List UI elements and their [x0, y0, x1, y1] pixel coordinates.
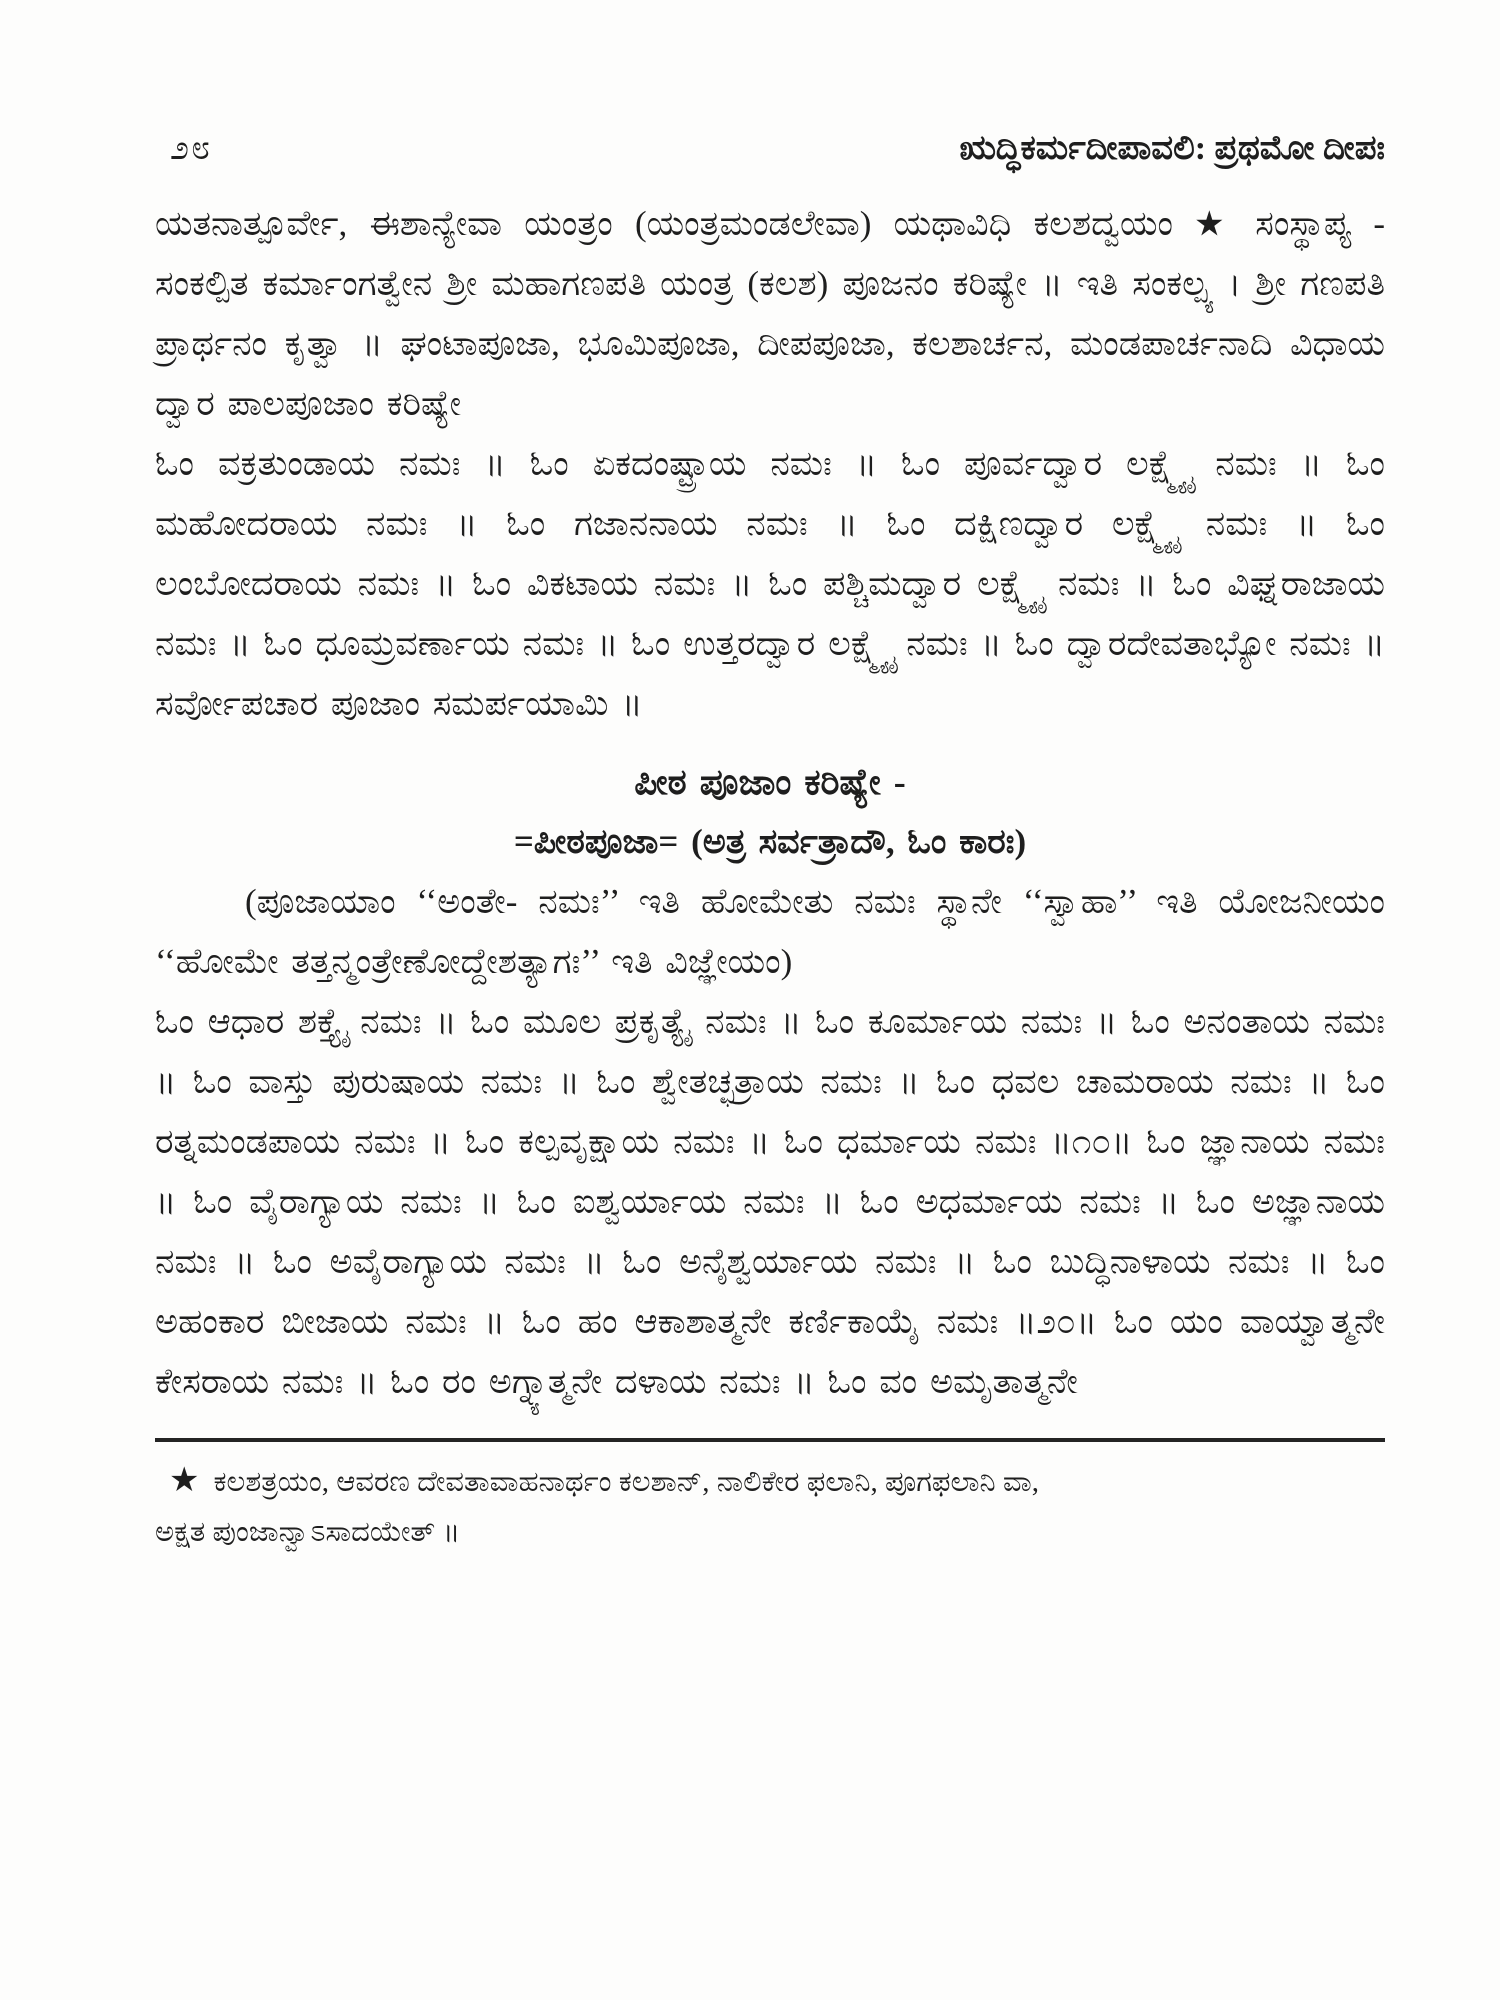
footnote-line2: ಅಕ್ಷತ ಪುಂಜಾನ್ವಾಽಸಾದಯೇತ್ ॥ [155, 1516, 461, 1548]
page-header [155, 130, 1385, 168]
section-subheading-pithapuja: =ಪೀಠಪೂಜಾ= (ಅತ್ರ ಸರ್ವತ್ರಾದೌ, ಓಂ ಕಾರಃ) [513, 822, 1027, 861]
page-body [155, 194, 1385, 1412]
footnote [155, 1456, 1385, 1557]
footnote-divider [155, 1438, 1385, 1442]
star-icon: ★ [169, 1462, 200, 1499]
running-title: ಋದ್ಧಿಕರ್ಮದೀಪಾವಲಿ: ಪ್ರಥಮೋ ದೀಪಃ [959, 130, 1385, 167]
page-number: ೨೮ [170, 130, 213, 167]
section-heading-pitha-puja: ಪೀಠ ಪೂಜಾಂ ಕರಿಷ್ಯೇ - [634, 762, 906, 802]
paragraph-usage-note: (ಪೂಜಾಯಾಂ ‘‘ಅಂತೇ- ನಮಃ’’ ಇತಿ ಹೋಮೇತು ನಮಃ ಸ್ಥಾನೇ ‘‘ಸ್ವಾಹಾ’’ ಇತಿ ಯೋಜನೀಯಂ ‘‘ಹೋಮೇ ತತ್ತನ್ಮಂತ್ರೇಣೋದ್ದೇಶತ್ಯಾಗಃ’’ ಇತಿ ವಿಜ್ಞೇಯಂ) [155, 882, 1385, 981]
paragraph-yantra-sthapana: ಯತನಾತ್ಪೂರ್ವೇ, ಈಶಾನ್ಯೇವಾ ಯಂತ್ರಂ (ಯಂತ್ರಮಂಡಲೇವಾ) ಯಥಾವಿಧಿ ಕಲಶದ್ವಯಂ ★ ಸಂಸ್ಥಾಪ್ಯ - ಸಂಕಲ್ಪಿತ ಕರ್ಮಾಂಗತ್ವೇನ ಶ್ರೀ ಮಹಾಗಣಪತಿ ಯಂತ್ರ (ಕಲಶ) ಪೂಜನಂ ಕರಿಷ್ಯೇ ॥ ಇತಿ ಸಂಕಲ್ಪ್ಯ । ಶ್ರೀ ಗಣಪತಿ ಪ್ರಾರ್ಥನಂ ಕೃತ್ವಾ ॥ ಘಂಟಾಪೂಜಾ, ಭೂಮಿಪೂಜಾ, ದೀಪಪೂಜಾ, ಕಲಶಾರ್ಚನ, ಮಂಡಪಾರ್ಚನಾದಿ ವಿಧಾಯ ದ್ವಾರ ಪಾಲಪೂಜಾಂ ಕರಿಷ್ಯೇ [155, 204, 1385, 423]
footnote-line1: ಕಲಶತ್ರಯಂ, ಆವರಣ ದೇವತಾವಾಹನಾರ್ಥಂ ಕಲಶಾನ್, ನಾಲಿಕೇರ ಫಲಾನಿ, ಪೂಗಫಲಾನಿ ವಾ, [213, 1466, 1039, 1498]
paragraph-dvarapala-mantras: ಓಂ ವಕ್ರತುಂಡಾಯ ನಮಃ ॥ ಓಂ ಏಕದಂಷ್ಟ್ರಾಯ ನಮಃ ॥ ಓಂ ಪೂರ್ವದ್ವಾರ ಲಕ್ಷ್ಮ್ಯೈ ನಮಃ ॥ ಓಂ ಮಹೋದರಾಯ ನಮಃ ॥ ಓಂ ಗಜಾನನಾಯ ನಮಃ ॥ ಓಂ ದಕ್ಷಿಣದ್ವಾರ ಲಕ್ಷ್ಮ್ಯೈ ನಮಃ ॥ ಓಂ ಲಂಬೋದರಾಯ ನಮಃ ॥ ಓಂ ವಿಕಟಾಯ ನಮಃ ॥ ಓಂ ಪಶ್ಚಿಮದ್ವಾರ ಲಕ್ಷ್ಮ್ಯೈ ನಮಃ ॥ ಓಂ ವಿಘ್ನರಾಜಾಯ ನಮಃ ॥ ಓಂ ಧೂಮ್ರವರ್ಣಾಯ ನಮಃ ॥ ಓಂ ಉತ್ತರದ್ವಾರ ಲಕ್ಷ್ಮ್ಯೈ ನಮಃ ॥ ಓಂ ದ್ವಾರದೇವತಾಭ್ಯೋ ನಮಃ ॥ ಸರ್ವೋಪಚಾರ ಪೂಜಾಂ ಸಮರ್ಪಯಾಮಿ ॥ [155, 444, 1385, 723]
paragraph-pithapuja-mantras: ಓಂ ಆಧಾರ ಶಕ್ತ್ಯೈ ನಮಃ ॥ ಓಂ ಮೂಲ ಪ್ರಕೃತ್ಯೈ ನಮಃ ॥ ಓಂ ಕೂರ್ಮಾಯ ನಮಃ ॥ ಓಂ ಅನಂತಾಯ ನಮಃ ॥ ಓಂ ವಾಸ್ತು ಪುರುಷಾಯ ನಮಃ ॥ ಓಂ ಶ್ವೇತಚ್ಛತ್ರಾಯ ನಮಃ ॥ ಓಂ ಧವಲ ಚಾಮರಾಯ ನಮಃ ॥ ಓಂ ರತ್ನಮಂಡಪಾಯ ನಮಃ ॥ ಓಂ ಕಲ್ಪವೃಕ್ಷಾಯ ನಮಃ ॥ ಓಂ ಧರ್ಮಾಯ ನಮಃ ॥೧೦॥ ಓಂ ಜ್ಞಾನಾಯ ನಮಃ ॥ ಓಂ ವೈರಾಗ್ಯಾಯ ನಮಃ ॥ ಓಂ ಐಶ್ವರ್ಯಾಯ ನಮಃ ॥ ಓಂ ಅಧರ್ಮಾಯ ನಮಃ ॥ ಓಂ ಅಜ್ಞಾನಾಯ ನಮಃ ॥ ಓಂ ಅವೈರಾಗ್ಯಾಯ ನಮಃ ॥ ಓಂ ಅನೈಶ್ವರ್ಯಾಯ ನಮಃ ॥ ಓಂ ಬುದ್ಧಿನಾಳಾಯ ನಮಃ ॥ ಓಂ ಅಹಂಕಾರ ಬೀಜಾಯ ನಮಃ ॥ ಓಂ ಹಂ ಆಕಾಶಾತ್ಮನೇ ಕರ್ಣಿಕಾಯೈ ನಮಃ ॥೨೦॥ ಓಂ ಯಂ ವಾಯ್ವಾತ್ಮನೇ ಕೇಸರಾಯ ನಮಃ ॥ ಓಂ ರಂ ಅಗ್ನ್ಯಾತ್ಮನೇ ದಳಾಯ ನಮಃ ॥ ಓಂ ವಂ ಅಮೃತಾತ್ಮನೇ [155, 1002, 1386, 1401]
